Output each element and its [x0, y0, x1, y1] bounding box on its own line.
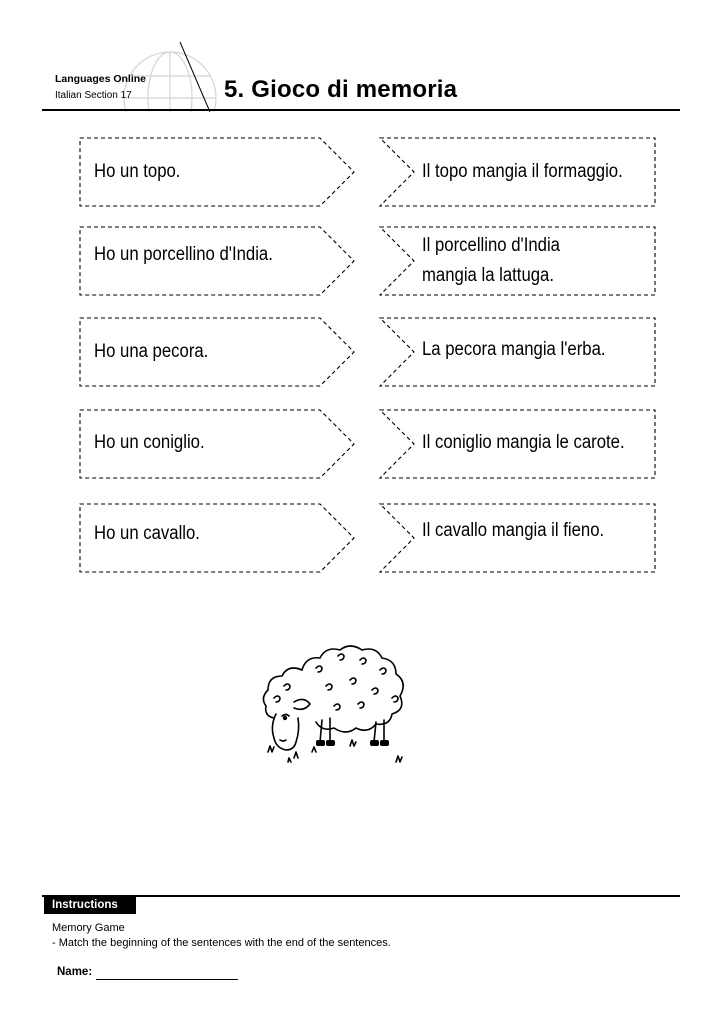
- instructions-heading: Memory Game: [52, 922, 125, 934]
- instructions-text: - Match the beginning of the sentences with the end of the sentences.: [52, 937, 391, 949]
- left-card-text: Ho un topo.: [94, 161, 181, 182]
- sheep-illustration: [250, 632, 420, 772]
- left-card-text: Ho una pecora.: [94, 341, 209, 362]
- right-card-text-line2: mangia la lattuga.: [422, 265, 554, 286]
- right-card-text-line1: Il porcellino d'India: [422, 235, 560, 256]
- right-card-text: Il coniglio mangia le carote.: [422, 432, 625, 453]
- right-card-text: La pecora mangia l'erba.: [422, 339, 606, 360]
- brand-name: Languages Online: [55, 73, 147, 85]
- section-label: Italian Section 17: [55, 90, 132, 101]
- left-card-text: Ho un coniglio.: [94, 432, 205, 453]
- name-label: Name:: [57, 966, 93, 978]
- left-card-text: Ho un cavallo.: [94, 523, 200, 544]
- page-title: 5. Gioco di memoria: [224, 76, 458, 103]
- instructions-divider: [42, 895, 680, 897]
- left-card-text: Ho un porcellino d'India.: [94, 244, 273, 265]
- instructions-label: Instructions: [44, 897, 136, 914]
- right-card-text: Il topo mangia il formaggio.: [422, 161, 623, 182]
- right-card-text: Il cavallo mangia il fieno.: [422, 520, 605, 541]
- name-input-line[interactable]: [96, 979, 238, 980]
